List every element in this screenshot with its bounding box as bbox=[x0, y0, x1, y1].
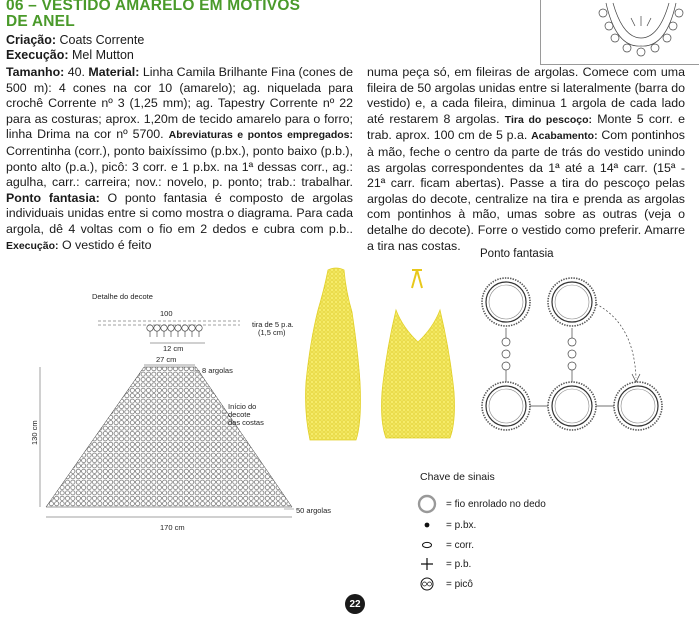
legend-label: = picô bbox=[446, 578, 473, 590]
execution-section-text: O vestido é feito bbox=[58, 237, 152, 252]
ring-icon bbox=[412, 493, 442, 515]
neck-strap-text: Monte 5 corr. e trab. aprox. 100 cm de 5 p.a. bbox=[367, 111, 686, 143]
material-text: Linha Camila Brilhante Fina (cones de 500 m): 4 cones na cor 10 (amarelo); ag. niquelada para crochê Corrente nº 3 (1,25 mm); ag. Tapestry Corrente nº 22 para as costuras; aprox. 1,20m de tecido amarelo para o forro; linha Drima na cor nº 5700. bbox=[6, 65, 353, 142]
label-50-rings: 50 argolas bbox=[296, 506, 332, 515]
finishing-text: Com pontinhos à mão, feche o centro da parte de trás do vestido unindo as argolas correspondentes da 1ª até a 14ª carr. (15ª - 21ª carr. ficam abertas). Passe a tira do pescoço pelas argolas do decote, centralize na tira e prenda as argolas com pontinhos à mão, umas sobre as outras (veja o detalhe do decote). Forre o vestido como preferir. Amarre a tira nas costas. bbox=[367, 128, 685, 253]
measure-27cm: 27 cm bbox=[156, 355, 177, 364]
yellow-dress-illustration bbox=[300, 262, 470, 452]
fancy-stitch-label: Ponto fantasia: bbox=[6, 190, 100, 205]
strap-label-1: tira de 5 p.a. bbox=[252, 320, 294, 329]
dress-back bbox=[382, 310, 455, 438]
back-neckline-label-1: Início do bbox=[228, 402, 257, 411]
width-170cm: 170 cm bbox=[160, 523, 185, 532]
size-label: Tamanho: bbox=[6, 65, 65, 79]
execution-label: Execução: bbox=[6, 48, 69, 62]
dress-front bbox=[306, 268, 361, 440]
cross-icon bbox=[412, 556, 442, 572]
ring-top-right bbox=[548, 278, 596, 326]
legend-item-dot bbox=[412, 515, 476, 535]
strap-length-label: 100 bbox=[160, 309, 173, 318]
creation-value: Coats Corrente bbox=[59, 33, 145, 47]
abbreviations-label: Abreviaturas e pontos empregados: bbox=[168, 129, 353, 142]
oval-icon bbox=[412, 538, 442, 552]
legend-label: = fio enrolado no dedo bbox=[446, 498, 546, 510]
page-title: 06 – VESTIDO AMARELO EM MOTIVOS DE ANEL bbox=[6, 0, 301, 30]
label-8-rings: 8 argolas bbox=[202, 366, 233, 375]
fancy-stitch-diagram bbox=[466, 264, 686, 454]
ring-bottom-right bbox=[614, 382, 662, 430]
fancy-stitch-title: Ponto fantasia bbox=[480, 248, 554, 260]
ring-top-left bbox=[482, 278, 530, 326]
ring-bottom-left bbox=[482, 382, 530, 430]
instructions-left-column bbox=[6, 65, 353, 254]
pico-icon bbox=[412, 575, 442, 593]
size-value: 40. bbox=[64, 65, 89, 79]
measure-12cm: 12 cm bbox=[163, 344, 184, 353]
strap-label-2: (1,5 cm) bbox=[258, 328, 286, 337]
dress-diagram bbox=[0, 285, 350, 545]
corner-motif-box bbox=[540, 0, 699, 65]
back-neckline-label-3: das costas bbox=[228, 418, 264, 427]
neck-tie-bow bbox=[412, 270, 422, 288]
execution-section-label: Execução: bbox=[6, 239, 59, 252]
execution-value: Mel Mutton bbox=[72, 48, 134, 62]
abbreviations-text: Correntinha (corr.), ponto baixíssimo (p.bx.), ponto baixo (p.b.), ponto alto (p.a.), picô: 3 corr. e 1 p.bx. na 1ª dessas corr., ag.: agulha, carr.: carreira; nov.: novelo, p. ponto; trab.: trabalhar. bbox=[6, 143, 353, 190]
page-number: 22 bbox=[345, 594, 365, 614]
corner-motif-icon bbox=[541, 0, 699, 64]
legend-item-pico bbox=[412, 574, 473, 594]
legend-label: = p.bx. bbox=[446, 519, 477, 531]
back-neckline-label-2: decote bbox=[228, 410, 251, 419]
legend-item-cross bbox=[412, 554, 471, 574]
legend-title: Chave de sinais bbox=[420, 471, 495, 483]
creation-label: Criação: bbox=[6, 33, 57, 47]
height-130cm: 130 cm bbox=[30, 420, 39, 445]
dress-body-triangle bbox=[46, 367, 292, 507]
dress-rows-text: numa peça só, em fileiras de argolas. Comece com uma fileira de 50 argolas unidas entre si lateralmente (barra do vestido) e, a cada fileira, diminua 1 argola de cada lado até restarem 8 argolas. bbox=[367, 65, 685, 126]
credit-execution bbox=[6, 48, 134, 63]
legend-item-ring bbox=[412, 494, 546, 514]
neck-strap-label: Tira do pescoço: bbox=[504, 113, 593, 126]
ring-bottom-middle bbox=[548, 382, 596, 430]
neckline-detail-title: Detalhe do decote bbox=[92, 292, 153, 301]
neckline-rings bbox=[147, 325, 202, 337]
instructions-right-column bbox=[367, 65, 685, 254]
fancy-stitch-text: O ponto fantasia é composto de argolas individuais unidas entre si como mostra o diagrama. Para cada argola, dê 4 voltas com o fio em 2 dedos e cubra com p.b.. bbox=[6, 190, 354, 236]
legend-item-oval bbox=[412, 535, 474, 555]
legend-label: = p.b. bbox=[446, 558, 472, 570]
legend-label: = corr. bbox=[446, 539, 475, 551]
finishing-label: Acabamento: bbox=[531, 130, 598, 143]
material-label: Material: bbox=[88, 65, 140, 79]
credit-creation bbox=[6, 33, 144, 48]
dot-icon bbox=[412, 518, 442, 532]
